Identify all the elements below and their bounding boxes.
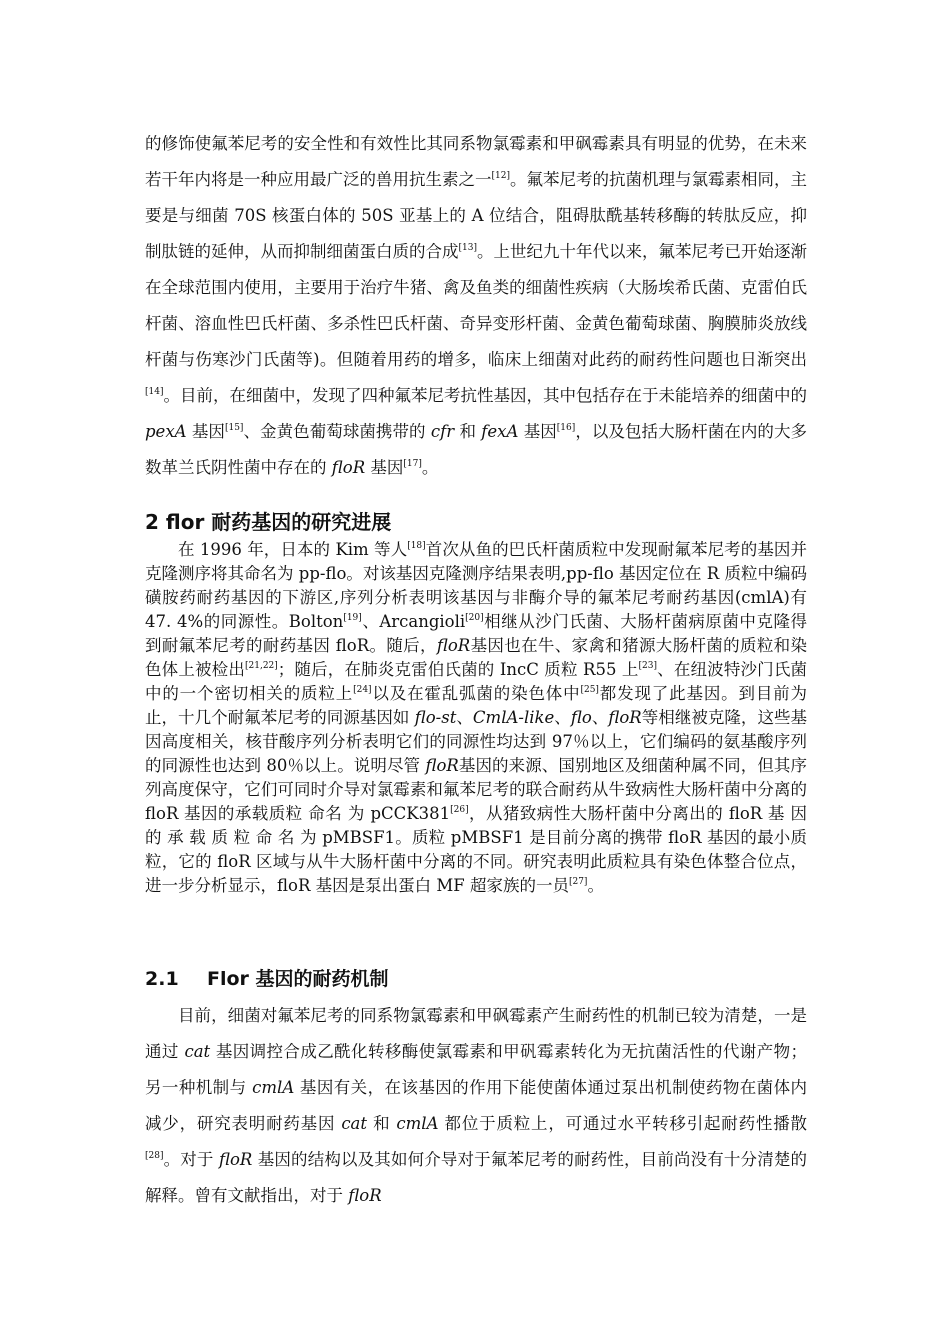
- citation: [24]: [353, 685, 372, 695]
- text-run: 和: [454, 422, 482, 441]
- citation: [13]: [458, 243, 477, 253]
- text-run: ；随后，在肺炎克雷伯氏菌的 IncC 质粒 R55 上: [277, 660, 639, 679]
- text-run: 基因的来源、国别地区及细菌种属不同，但其序列高度保守，它们可同时介导对氯霉素和氟苯尼考的联合耐药从牛致病性大肠杆菌中分离的 floR 基因的承载质粒 命名 为 pCCK381: [145, 756, 807, 823]
- text-run: 、: [554, 708, 571, 727]
- text-run: 都位于质粒上，可通过水平转移引起耐药性播散: [438, 1114, 807, 1133]
- gene-name: flo: [570, 708, 592, 727]
- text-run: 、: [456, 708, 473, 727]
- text-run: 首次从鱼的巴氏杆菌质粒中发现耐氟苯尼考的基因并克隆测序将其命名为 pp-flo。对该基因克隆测序结果表明,pp-flo 基因定位在 R 质粒中编码磺胺药耐药基因的下游区,序列分析表明该基因与非酶介导的氟苯尼考耐药基因(cmlA)有 47. 4%的同源性。Bolton: [145, 540, 807, 631]
- subsection-heading-flor-mechanism: [145, 965, 389, 993]
- citation: [28]: [145, 1151, 164, 1161]
- gene-name: CmlA-like: [472, 708, 555, 727]
- text-run: 基因的结构以及其如何介导对于氟苯尼考的耐药性，目前尚没有十分清楚的解释。曾有文献指出，对于: [145, 1150, 808, 1205]
- gene-name: cmlA: [252, 1078, 295, 1097]
- gene-name: cat: [341, 1114, 368, 1133]
- paragraph-florfenicol-overview: [145, 126, 807, 486]
- paragraph-resistance-mechanism: [145, 998, 807, 1214]
- section-heading-flor-research: 2 flor 耐药基因的研究进展: [145, 510, 392, 534]
- text-run: 基因: [518, 422, 557, 441]
- text-run: 在 1996 年，日本的 Kim 等人: [178, 540, 408, 559]
- gene-name: floR: [218, 1150, 253, 1169]
- subsection-number: 2.1: [145, 968, 179, 990]
- paragraph-flor-research-progress: [145, 538, 807, 898]
- citation: [18]: [407, 541, 426, 551]
- gene-name: floR: [608, 708, 642, 727]
- text-run: 、: [591, 708, 609, 727]
- citation: [27]: [568, 877, 588, 887]
- gene-name: cfr: [430, 422, 455, 441]
- gene-name: flo-st: [414, 708, 457, 727]
- gene-name: cmlA: [396, 1114, 439, 1133]
- text-run: 目前，细菌对氟苯尼考的同系物氯霉素和甲砜霉素产生耐药性的机制已较为清楚，一是通过: [145, 1006, 807, 1061]
- text-run: 基因调控合成乙酰化转移酶使氯霉素和甲矾霉素转化为无抗菌活性的代谢产物；另一种机制与: [145, 1042, 807, 1097]
- text-run: 。: [421, 458, 439, 477]
- text-run: 基因也在牛、家禽和猪源大肠杆菌的质粒和染色体上被检出: [145, 636, 807, 679]
- text-run: 。目前，在细菌中，发现了四种氟苯尼考抗性基因，其中包括存在于未能培养的细菌中的: [163, 386, 807, 405]
- text-run: 。上世纪九十年代以来，氟苯尼考已开始逐渐在全球范围内使用，主要用于治疗牛猪、禽及鱼类的细菌性疾病（大肠埃希氏菌、克雷伯氏杆菌、溶血性巴氏杆菌、多杀性巴氏杆菌、奇异变形杆菌、金黄色葡萄球菌、胸膜肺炎放线杆菌与伤寒沙门氏菌等)。但随着用药的增多，临床上细菌对此药的耐药性问题也日渐突出: [145, 242, 808, 369]
- text-run: 等相继被克隆，这些基因高度相关，核苷酸序列分析表明它们的同源性均达到 97％以上，它们编码的氨基酸序列的同源性也达到 80％以上。说明尽管: [145, 708, 808, 775]
- citation: [14]: [145, 387, 164, 397]
- citation: [12]: [491, 171, 510, 181]
- gene-name: floR: [331, 458, 366, 477]
- text-run: 基因: [186, 422, 225, 441]
- citation: [16]: [556, 423, 576, 433]
- gene-name: fexA: [481, 422, 519, 441]
- text-run: 都发现了此基因。到目前为止，十几个耐氟苯尼考的同源基因如: [145, 684, 808, 727]
- text-run: 和: [367, 1114, 397, 1133]
- citation: [17]: [403, 459, 422, 469]
- gene-name: pexA: [145, 422, 187, 441]
- text-run: 以及在霍乱弧菌的染色体中: [371, 684, 581, 703]
- gene-name: floR: [436, 636, 471, 655]
- citation: [23]: [638, 661, 658, 671]
- text-run: ，从猪致病性大肠杆菌中分离出的 floR 基 因 的 承 载 质 粒 命 名 为 pMBSF1。质粒 pMBSF1 是目前分离的携带 floR 基因的最小质粒，它的 floR 区域与从牛大肠杆菌中分离的不同。研究表明此质粒具有染色体整合位点，进一步分析显示，floR 基因是泵出蛋白 MF 超家族的一员: [145, 804, 807, 895]
- citation: [15]: [224, 423, 244, 433]
- text-run: ，以及包括大肠杆菌在内的大多数革兰氏阴性菌中存在的: [145, 422, 808, 477]
- citation: [21,22]: [245, 661, 278, 671]
- gene-name: floR: [425, 756, 459, 775]
- gene-name: cat: [184, 1042, 211, 1061]
- text-run: 、Arcangioli: [361, 612, 466, 631]
- subsection-title: Flor 基因的耐药机制: [207, 968, 389, 990]
- text-run: 。: [587, 876, 604, 895]
- text-run: 、金黄色葡萄球菌携带的: [243, 422, 431, 441]
- gene-name: floR: [348, 1186, 382, 1205]
- text-run: 。氟苯尼考的抗菌机理与氯霉素相同，主要是与细菌 70S 核蛋白体的 50S 亚基上的 A 位结合，阻碍肽酰基转移酶的转肽反应，抑制肽链的延伸，从而抑制细菌蛋白质的合成: [145, 170, 808, 261]
- citation: [25]: [580, 685, 599, 695]
- text-run: 。对于: [163, 1150, 219, 1169]
- text-run: 的修饰使氟苯尼考的安全性和有效性比其同系物氯霉素和甲砜霉素具有明显的优势，在未来若干年内将是一种应用最广泛的兽用抗生素之一: [145, 134, 807, 189]
- citation: [19]: [343, 613, 362, 623]
- text-run: 、在纽波特沙门氏菌中的一个密切相关的质粒上: [145, 660, 808, 703]
- citation: [20]: [465, 613, 484, 623]
- text-run: 基因: [365, 458, 404, 477]
- text-run: 相继从沙门氏菌、大肠杆菌病原菌中克隆得到耐氟苯尼考的耐药基因 floR。随后，: [145, 612, 807, 655]
- text-run: 基因有关，在该基因的作用下能使菌体通过泵出机制使药物在菌体内减少，研究表明耐药基因: [145, 1078, 808, 1133]
- citation: [26]: [450, 805, 469, 815]
